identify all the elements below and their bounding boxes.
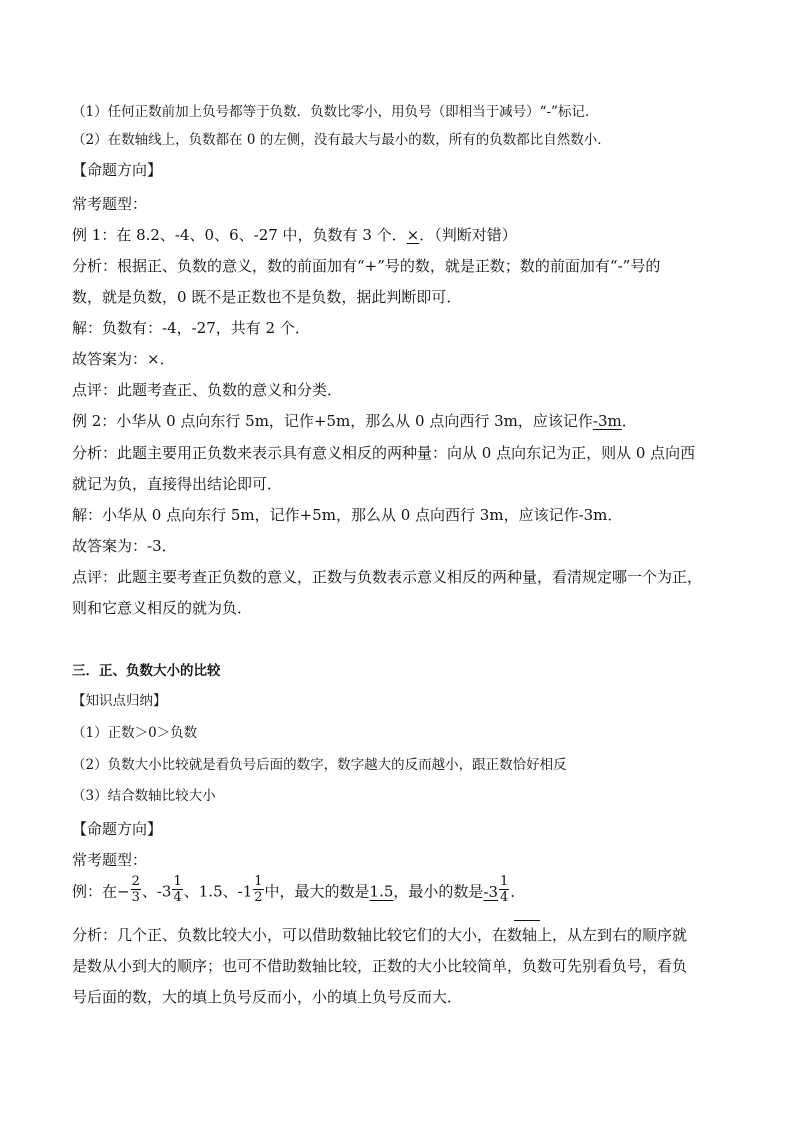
direction-heading-2: 【命题方向】	[72, 820, 163, 838]
example-min-answer: -3 $\frac{1}{4}$	[483, 874, 509, 905]
example-2-comment-line-2: 则和它意义相反的就为负．	[72, 599, 253, 617]
common-types-label: 常考题型：	[72, 195, 148, 213]
fraction-one-half: $\frac{1}{2}$	[254, 874, 263, 905]
example-2-prefix: 例 2：小华从 0 点向东行 5m，记作+5m，那么从 0 点向西行 3m，应该记作	[72, 412, 593, 430]
comparison-example	[72, 874, 526, 907]
section-three-title: 三．正、负数大小的比较	[72, 663, 221, 679]
example-separator-2: 、1.5、-1	[183, 882, 253, 901]
example-1-analysis-line-2: 数，就是负数，0 既不是正数也不是负数，据此判断即可．	[72, 288, 462, 306]
example-2-comment-line-1: 点评：此题主要考查正负数的意义，正数与负数表示意义相反的两种量，看清规定哪一个为正，	[72, 568, 703, 586]
common-types-label-2: 常考题型：	[72, 851, 148, 869]
comparison-analysis-line-3: 号后面的数，大的填上负号反而小，小的填上负号反而大．	[72, 988, 463, 1006]
example-2-suffix: ．	[621, 412, 637, 430]
knowledge-point-2: （2）负数大小比较就是看负号后面的数字，数字越大的反而越小，跟正数恰好相反	[72, 757, 567, 773]
example-2-analysis-line-2: 就记为负，直接得出结论即可．	[72, 475, 283, 493]
example-1-suffix: ．（判断对错）	[419, 226, 517, 244]
example-2-solution: 解：小华从 0 点向东行 5m，记作+5m，那么从 0 点向西行 3m，应该记作-3m．	[72, 506, 623, 524]
fraction-two-thirds: $\frac{2}{3}$	[131, 874, 140, 905]
direction-heading: 【命题方向】	[72, 161, 163, 179]
example-prefix: 例：在−	[72, 882, 130, 901]
example-2-answer: -3m	[592, 412, 622, 430]
example-1-answer: ×	[406, 226, 420, 244]
example-1-prefix: 例 1：在 8.2、-4、0、6、-27 中，负数有 3 个．	[72, 226, 407, 244]
example-1-analysis-line-1: 分析：根据正、负数的意义，数的前面加有“+”号的数，就是正数；数的前面加有“-”号的	[72, 257, 661, 275]
example-1-comment: 点评：此题考查正、负数的意义和分类．	[72, 381, 343, 399]
example-1-solution: 解：负数有：-4，-27，共有 2 个．	[72, 319, 310, 337]
point-1: （1）任何正数前加上负号都等于负数．负数比零小，用负号（即相当于减号）“-”标记．	[72, 104, 599, 120]
example-separator-1: 、-3	[141, 882, 172, 901]
example-1-answer-line: 故答案为：×．	[72, 350, 175, 368]
example-2-analysis-line-1: 分析：此题主要用正负数来表示具有意义相反的两种量：向从 0 点向东记为正，则从 0 点向西	[72, 444, 696, 462]
point-2: （2）在数轴线上，负数都在 0 的左侧，没有最大与最小的数，所有的负数都比自然数小．	[72, 132, 611, 148]
comparison-analysis-line-2: 是数从小到大的顺序；也可不借助数轴比较，正数的大小比较简单，负数可先别看负号，看负	[72, 957, 688, 975]
example-2-answer-line: 故答案为：-3．	[72, 537, 177, 555]
answer-rule	[514, 920, 540, 921]
example-end: ．	[510, 882, 526, 901]
fraction-answer-quarter: $\frac{1}{4}$	[500, 874, 509, 905]
example-max-answer: 1.5	[369, 882, 394, 901]
comparison-analysis-line-1: 分析：几个正、负数比较大小，可以借助数轴比较它们的大小，在数轴上，从左到右的顺序就	[72, 926, 688, 944]
knowledge-point-1: （1）正数＞0＞负数	[72, 725, 198, 741]
knowledge-heading: 【知识点归纳】	[72, 693, 167, 709]
example-middle-text-2: ，最小的数是	[393, 882, 484, 901]
knowledge-point-3: （3）结合数轴比较大小	[72, 788, 216, 804]
example-1	[72, 228, 517, 243]
example-middle-text: 中，最大的数是	[264, 882, 370, 901]
fraction-one-quarter: $\frac{1}{4}$	[173, 874, 182, 905]
example-2	[72, 414, 637, 429]
